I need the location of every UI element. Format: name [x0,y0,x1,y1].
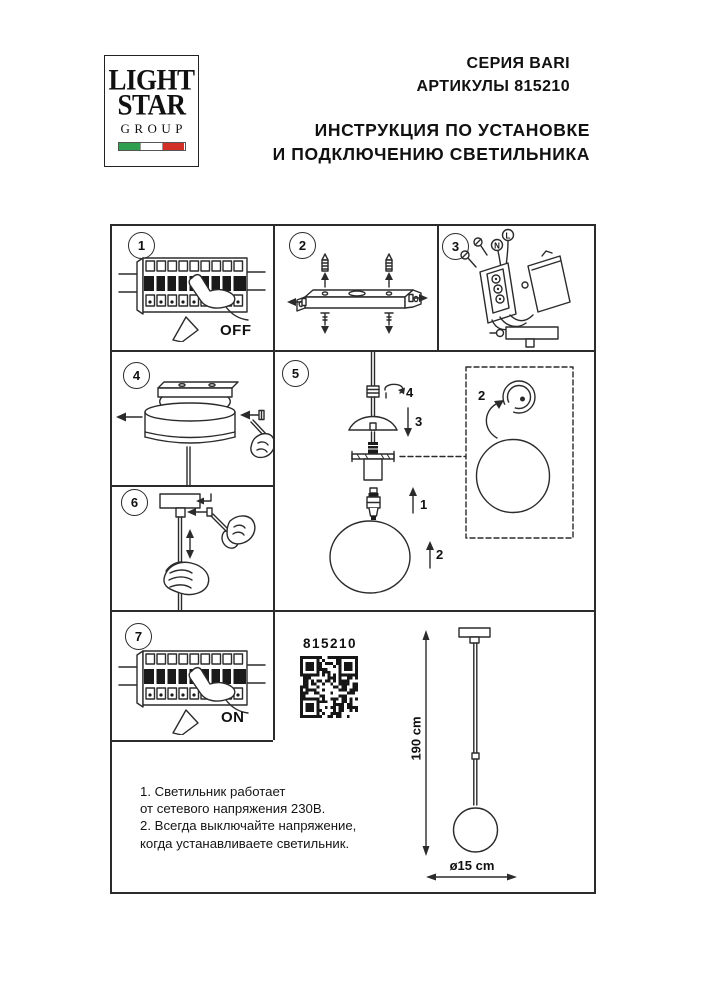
step-7-number: 7 [125,623,152,650]
series-title: СЕРИЯ BARI [466,55,570,72]
wire-label-l: L [505,231,511,241]
grid-line-row3 [110,610,596,612]
instruction-title-line2: И ПОДКЛЮЧЕНИЮ СВЕТИЛЬНИКА [272,144,590,164]
logo-word-light: LIGHT [108,63,195,97]
step-4-number: 4 [123,362,150,389]
step-3-number: 3 [442,233,469,260]
articles-title: АРТИКУЛЫ 815210 [416,78,570,95]
safety-notes [140,783,380,852]
step-6-number: 6 [121,489,148,516]
note-line-3: 2. Всегда выключайте напряжение, [140,818,357,834]
height-adjustment-drawing [112,487,273,610]
part-label-3: 3 [415,414,423,429]
lamp-assembly-drawing [273,350,596,610]
part-label-2: 2 [436,547,444,562]
circuit-breaker-on-drawing [113,643,271,735]
inset-part-label-2: 2 [478,388,486,403]
lightstar-logo [104,55,199,167]
instruction-title-line1: ИНСТРУКЦИЯ ПО УСТАНОВКЕ [314,120,590,140]
italian-flag-icon [118,142,186,151]
wire-label-n: N [494,241,500,251]
mounting-bracket-drawing [285,245,430,340]
canopy-mounting-drawing [112,355,273,485]
height-dimension-label: 190 cm [408,716,424,761]
power-off-label: OFF [220,322,252,339]
logo-word-group: GROUP [120,121,188,136]
note-line-1: 1. Светильник работает [140,784,286,799]
part-label-4: 4 [406,385,414,400]
step-2-number: 2 [289,232,316,259]
article-number: 815210 [303,636,358,651]
pendant-dimensions-drawing [395,620,585,888]
grid-line-row4-left [110,740,273,742]
step-5-number: 5 [282,360,309,387]
wiring-terminal-drawing [440,228,594,349]
qr-code [300,656,358,718]
power-on-label: ON [221,709,245,726]
diameter-dimension-label: ø15 cm [449,858,495,873]
logo-word-star: STAR [117,88,186,122]
grid-line-col2 [437,224,439,350]
note-line-4: когда устанавливаете светильник. [140,835,350,851]
note-line-2: от сетевого напряжения 230В. [140,801,326,817]
step-1-number: 1 [128,232,155,259]
part-label-1: 1 [420,497,428,512]
